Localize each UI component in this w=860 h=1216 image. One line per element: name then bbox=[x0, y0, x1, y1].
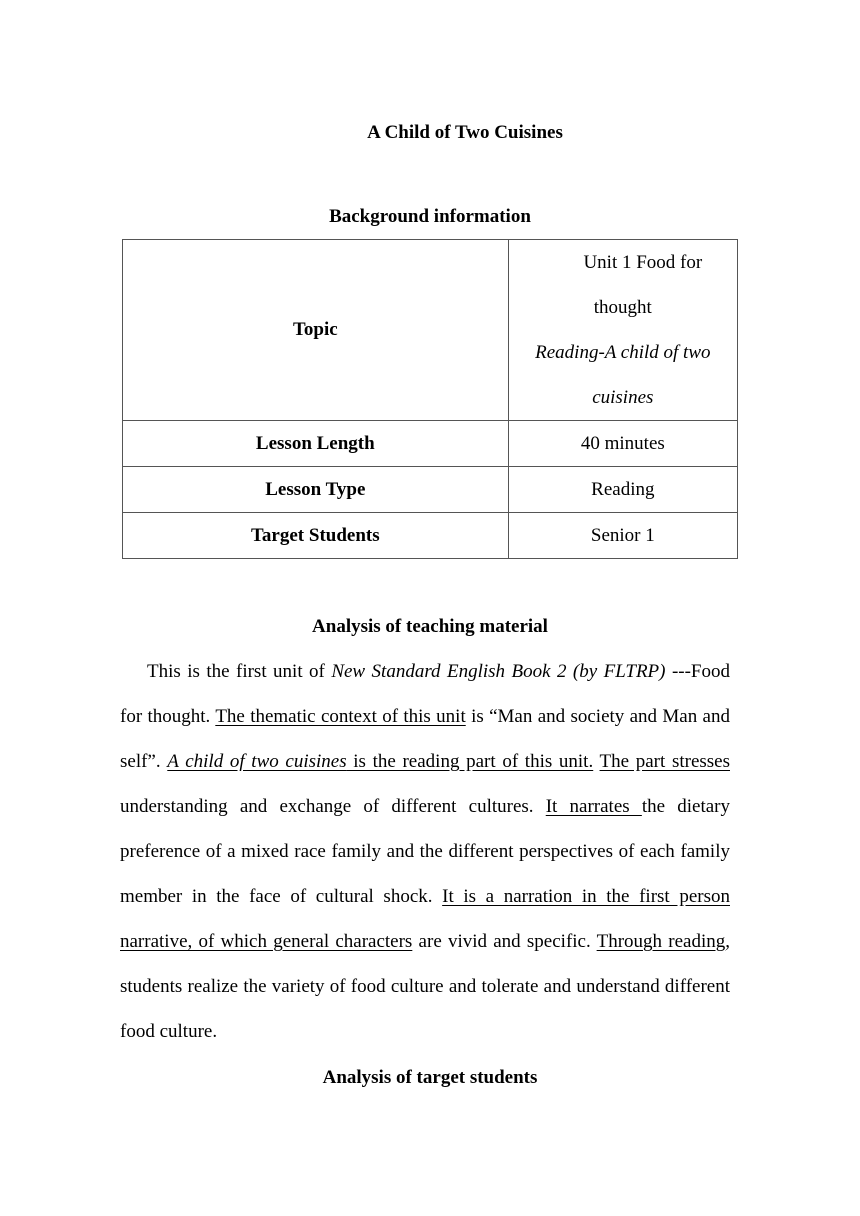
table-row bbox=[123, 513, 738, 559]
material-heading: Analysis of teaching material bbox=[312, 616, 548, 637]
text-segment: This is the first unit of bbox=[147, 661, 332, 682]
lesson-length-value: 40 minutes bbox=[508, 421, 737, 467]
students-heading: Analysis of target students bbox=[322, 1067, 538, 1088]
lesson-length-label: Lesson Length bbox=[123, 421, 509, 467]
text-segment: , students realize the variety of food culture and tolerate and understand different food culture. bbox=[120, 931, 731, 1042]
text-segment: ---Food for thought. bbox=[120, 661, 730, 727]
underlined-phrase: Through reading bbox=[596, 931, 726, 952]
topic-value bbox=[508, 240, 737, 421]
target-students-value: Senior 1 bbox=[508, 513, 737, 559]
underlined-phrase: is the reading part of this unit. bbox=[346, 751, 594, 772]
document-title: A Child of Two Cuisines bbox=[367, 122, 563, 143]
lesson-type-value: Reading bbox=[508, 467, 737, 513]
background-heading: Background information bbox=[329, 206, 531, 227]
topic-line: thought bbox=[593, 297, 652, 318]
text-segment: is “Man and society and Man and self”. bbox=[120, 706, 730, 772]
text-segment: are vivid and specific. bbox=[412, 931, 597, 952]
material-paragraph bbox=[120, 649, 730, 1054]
topic-line: Unit 1 Food for bbox=[583, 252, 703, 273]
reading-title: A child of two cuisines bbox=[167, 751, 347, 772]
book-title: New Standard English Book 2 (by FLTRP) bbox=[331, 661, 666, 682]
topic-label: Topic bbox=[123, 240, 509, 421]
topic-line: Reading-A child of two bbox=[535, 342, 711, 363]
text-segment: the dietary preference of a mixed race family and the different perspectives of each family member in the face of cultural shock. bbox=[120, 796, 730, 907]
table-row bbox=[123, 421, 738, 467]
underlined-phrase: It narrates bbox=[545, 796, 642, 817]
topic-line: cuisines bbox=[592, 387, 654, 408]
table-row bbox=[123, 240, 738, 421]
text-segment: understanding and exchange of different cultures. bbox=[120, 796, 546, 817]
table-row bbox=[123, 467, 738, 513]
target-students-label: Target Students bbox=[123, 513, 509, 559]
underlined-phrase: It is a narration in the first person narrative, of which general characters bbox=[120, 886, 730, 952]
underlined-phrase: The part stresses bbox=[599, 751, 730, 772]
background-table bbox=[122, 239, 738, 559]
underlined-phrase: The thematic context of this unit bbox=[215, 706, 466, 727]
lesson-type-label: Lesson Type bbox=[123, 467, 509, 513]
